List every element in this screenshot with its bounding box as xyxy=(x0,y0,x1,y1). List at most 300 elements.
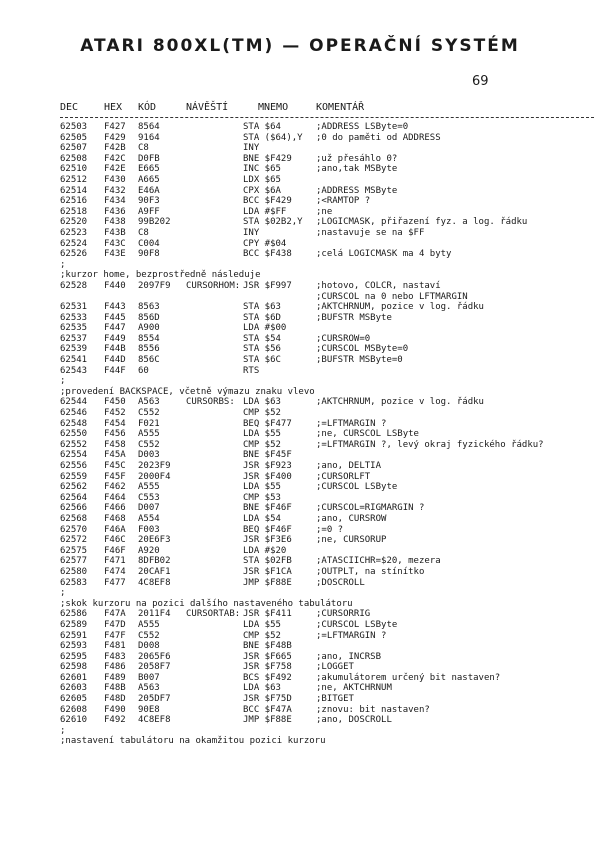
address-dec: 62546 xyxy=(60,408,88,419)
opcode: A555 xyxy=(138,482,160,493)
address-hex: F47F xyxy=(104,630,126,641)
code-line xyxy=(60,493,600,504)
mnemonic: LDA #$00 xyxy=(243,323,287,334)
address-hex: F443 xyxy=(104,302,126,313)
opcode: D008 xyxy=(138,641,160,652)
comment: ;=LFTMARGIN ? xyxy=(316,630,387,641)
address-dec: 62570 xyxy=(60,524,88,535)
mnemonic: JSR $F75D xyxy=(243,694,292,705)
mnemonic: BCC $F429 xyxy=(243,196,292,207)
address-dec: 62575 xyxy=(60,545,88,556)
address-dec: 62518 xyxy=(60,206,88,217)
comment: ;CURSCOL LSByte xyxy=(316,619,398,630)
address-dec: 62556 xyxy=(60,461,88,471)
mnemonic: STA $54 xyxy=(243,333,281,344)
comment: ;ano, DELTIA xyxy=(316,461,382,471)
address-dec: 62552 xyxy=(60,439,88,450)
address-dec: 62586 xyxy=(60,609,88,620)
address-hex: F430 xyxy=(104,174,126,185)
address-hex: F483 xyxy=(104,651,126,662)
code-line xyxy=(60,408,600,419)
address-hex: F45C xyxy=(104,461,126,471)
code-line xyxy=(60,631,600,642)
mnemonic: BNE $F429 xyxy=(243,153,292,164)
mnemonic: LDA #$FF xyxy=(243,206,287,217)
mnemonic: CMP $53 xyxy=(243,492,281,503)
opcode: A665 xyxy=(138,174,160,185)
address-hex: F43C xyxy=(104,238,126,249)
address-hex: F458 xyxy=(104,439,126,450)
mnemonic: LDA $54 xyxy=(243,513,281,524)
address-dec: 62541 xyxy=(60,355,88,366)
mnemonic: INY xyxy=(243,227,260,238)
address-hex: F47D xyxy=(104,619,126,630)
opcode: A563 xyxy=(138,397,160,408)
address-hex: F46C xyxy=(104,535,126,546)
comment-text: ;skok kurzoru na pozici dalšího nastaveného tabulátoru xyxy=(60,598,353,609)
address-dec: 62583 xyxy=(60,577,88,588)
address-dec: 62593 xyxy=(60,641,88,652)
address-hex: F477 xyxy=(104,577,126,588)
mnemonic: INY xyxy=(243,143,260,154)
address-dec: 62539 xyxy=(60,344,88,355)
address-hex: F44F xyxy=(104,365,126,376)
header-divider xyxy=(60,117,594,118)
page-title: ATARI 800XL(TM) — OPERAČNÍ SYSTÉM xyxy=(80,36,520,56)
comment-line xyxy=(60,270,600,281)
label: CURSORTAB: xyxy=(186,609,241,620)
comment: ;ano, CURSROW xyxy=(316,513,387,524)
code-line xyxy=(60,567,600,578)
opcode: 8563 xyxy=(138,302,160,313)
opcode: 8564 xyxy=(138,122,160,132)
code-line xyxy=(60,683,600,694)
address-dec: 62531 xyxy=(60,302,88,313)
opcode: C553 xyxy=(138,492,160,503)
opcode: E46A xyxy=(138,185,160,196)
comment: ;BUFSTR MSByte=0 xyxy=(316,355,403,366)
opcode: D007 xyxy=(138,503,160,514)
address-hex: F436 xyxy=(104,206,126,217)
code-line xyxy=(60,461,600,472)
header-dec: DEC xyxy=(60,102,79,113)
code-line xyxy=(60,609,600,620)
opcode: A555 xyxy=(138,619,160,630)
address-dec: 62535 xyxy=(60,323,88,334)
mnemonic: RTS xyxy=(243,365,260,376)
opcode: 2097F9 xyxy=(138,280,171,291)
code-line xyxy=(60,239,600,250)
address-dec: 62554 xyxy=(60,450,88,461)
mnemonic: STA $02B2,Y xyxy=(243,217,303,228)
code-line xyxy=(60,302,600,313)
opcode: 4C8EF8 xyxy=(138,577,171,588)
mnemonic: JMP $F88E xyxy=(243,577,292,588)
code-line xyxy=(60,207,600,218)
code-line xyxy=(60,281,600,292)
code-line xyxy=(60,228,600,239)
comment: ;nastavuje se na $FF xyxy=(316,227,425,238)
address-hex: F46F xyxy=(104,545,126,556)
comment: ;CURSCOL MSByte=0 xyxy=(316,344,409,355)
mnemonic: LDA $55 xyxy=(243,482,281,493)
comment: ;ATASCIICHR=$20, mezera xyxy=(316,556,441,567)
code-line xyxy=(60,472,600,483)
comment: ;ADDRESS LSByte=0 xyxy=(316,122,409,132)
code-line xyxy=(60,355,600,366)
address-hex: F45F xyxy=(104,471,126,482)
address-dec: 62516 xyxy=(60,196,88,207)
address-dec: 62591 xyxy=(60,630,88,641)
address-dec: 62564 xyxy=(60,492,88,503)
code-line xyxy=(60,440,600,451)
code-line xyxy=(60,323,600,334)
opcode: A554 xyxy=(138,513,160,524)
comment: ;ne, CURSORUP xyxy=(316,535,387,546)
opcode: A555 xyxy=(138,429,160,440)
opcode: 90E8 xyxy=(138,704,160,715)
comment: ;CURSROW=0 xyxy=(316,333,371,344)
code-listing xyxy=(60,122,600,747)
comment: ;hotovo, COLCR, nastaví xyxy=(316,280,441,291)
opcode: C8 xyxy=(138,227,149,238)
opcode: 20CAF1 xyxy=(138,566,171,577)
comment-line xyxy=(60,588,600,599)
header-kod: KÓD xyxy=(138,102,157,113)
address-hex: F464 xyxy=(104,492,126,503)
code-line xyxy=(60,143,600,154)
mnemonic: CPX $6A xyxy=(243,185,281,196)
mnemonic: BEQ $F477 xyxy=(243,418,292,429)
address-dec: 62512 xyxy=(60,174,88,185)
mnemonic: JSR $F3E6 xyxy=(243,535,292,546)
code-line xyxy=(60,397,600,408)
address-hex: F44D xyxy=(104,355,126,366)
comment: ;ano,tak MSByte xyxy=(316,164,398,175)
address-dec: 62610 xyxy=(60,715,88,726)
code-line xyxy=(60,122,600,133)
address-dec: 62605 xyxy=(60,694,88,705)
opcode: 60 xyxy=(138,365,149,376)
code-line xyxy=(60,620,600,631)
opcode: 856D xyxy=(138,312,160,323)
mnemonic: STA ($64),Y xyxy=(243,132,303,143)
mnemonic: LDA $55 xyxy=(243,619,281,630)
code-line xyxy=(60,133,600,144)
code-line xyxy=(60,673,600,684)
address-dec: 62510 xyxy=(60,164,88,175)
comment: ;už přesáhlo 0? xyxy=(316,153,398,164)
code-line xyxy=(60,715,600,726)
header-mnemo: MNEMO xyxy=(258,102,289,113)
mnemonic: STA $56 xyxy=(243,344,281,355)
address-dec: 62589 xyxy=(60,619,88,630)
address-hex: F432 xyxy=(104,185,126,196)
address-hex: F42C xyxy=(104,153,126,164)
opcode: 99B202 xyxy=(138,217,171,228)
address-hex: F44B xyxy=(104,344,126,355)
opcode: 2000F4 xyxy=(138,471,171,482)
header-comment: KOMENTÁŘ xyxy=(316,102,365,113)
comment: ;ano, DOSCROLL xyxy=(316,715,392,726)
code-line xyxy=(60,578,600,589)
address-hex: F447 xyxy=(104,323,126,334)
mnemonic: BNE $F48B xyxy=(243,641,292,652)
address-hex: F452 xyxy=(104,408,126,419)
comment: ;OUTPLT, na stínítko xyxy=(316,566,425,577)
code-line xyxy=(60,344,600,355)
address-hex: F48B xyxy=(104,683,126,694)
address-hex: F471 xyxy=(104,556,126,567)
code-line xyxy=(60,313,600,324)
comment: ;<RAMTOP ? xyxy=(316,196,371,207)
opcode: 90F3 xyxy=(138,196,160,207)
mnemonic: BCC $F438 xyxy=(243,249,292,260)
address-dec: 62505 xyxy=(60,132,88,143)
mnemonic: BNE $F45F xyxy=(243,450,292,461)
code-line xyxy=(60,175,600,186)
address-hex: F489 xyxy=(104,672,126,683)
opcode: 8556 xyxy=(138,344,160,355)
mnemonic: JMP $F88E xyxy=(243,715,292,726)
address-hex: F474 xyxy=(104,566,126,577)
opcode: C552 xyxy=(138,439,160,450)
address-dec: 62608 xyxy=(60,704,88,715)
comment: ;ADDRESS MSByte xyxy=(316,185,398,196)
mnemonic: STA $6D xyxy=(243,312,281,323)
code-line xyxy=(60,535,600,546)
comment-line xyxy=(60,736,600,747)
address-hex: F466 xyxy=(104,503,126,514)
opcode: C552 xyxy=(138,408,160,419)
address-hex: F445 xyxy=(104,312,126,323)
opcode: 205DF7 xyxy=(138,694,171,705)
comment: ;akumulátorem určený bit nastaven? xyxy=(316,672,501,683)
address-hex: F48D xyxy=(104,694,126,705)
mnemonic: JSR $F1CA xyxy=(243,566,292,577)
opcode: C552 xyxy=(138,630,160,641)
code-line xyxy=(60,514,600,525)
page-number: 69 xyxy=(472,74,489,89)
header-hex: HEX xyxy=(104,102,123,113)
code-line xyxy=(60,450,600,461)
comment-text: ;kurzor home, bezprostředně následuje xyxy=(60,270,261,281)
address-dec: 62603 xyxy=(60,683,88,694)
mnemonic: STA $6C xyxy=(243,355,281,366)
code-line xyxy=(60,164,600,175)
comment-line xyxy=(60,260,600,271)
comment: ;DOSCROLL xyxy=(316,577,365,588)
code-line xyxy=(60,154,600,165)
address-dec: 62528 xyxy=(60,280,88,291)
mnemonic: STA $02FB xyxy=(243,556,292,567)
comment-line xyxy=(60,387,600,398)
opcode: A9FF xyxy=(138,206,160,217)
opcode: 9164 xyxy=(138,132,160,143)
opcode: C8 xyxy=(138,143,149,154)
mnemonic: LDA #$20 xyxy=(243,545,287,556)
comment-text: ; xyxy=(60,376,66,387)
address-dec: 62595 xyxy=(60,651,88,662)
address-dec: 62524 xyxy=(60,238,88,249)
address-hex: F492 xyxy=(104,715,126,726)
mnemonic: BCS $F492 xyxy=(243,672,292,683)
mnemonic: JSR $F997 xyxy=(243,280,292,291)
mnemonic: INC $65 xyxy=(243,164,281,175)
opcode: 856C xyxy=(138,355,160,366)
comment: ;0 do paměti od ADDRESS xyxy=(316,132,441,143)
address-dec: 62514 xyxy=(60,185,88,196)
comment-text: ; xyxy=(60,725,66,736)
comment: ;CURSCOL LSByte xyxy=(316,482,398,493)
mnemonic: JSR $F758 xyxy=(243,662,292,673)
address-hex: F429 xyxy=(104,132,126,143)
code-line xyxy=(60,366,600,377)
address-dec: 62533 xyxy=(60,312,88,323)
address-dec: 62550 xyxy=(60,429,88,440)
address-hex: F42B xyxy=(104,143,126,154)
address-dec: 62537 xyxy=(60,333,88,344)
address-hex: F47A xyxy=(104,609,126,620)
address-hex: F450 xyxy=(104,397,126,408)
address-hex: F490 xyxy=(104,704,126,715)
opcode: F021 xyxy=(138,418,160,429)
mnemonic: LDA $55 xyxy=(243,429,281,440)
address-dec: 62566 xyxy=(60,503,88,514)
comment-line xyxy=(60,376,600,387)
comment-text: ;nastavení tabulátoru na okamžitou pozici kurzoru xyxy=(60,736,326,747)
address-dec: 62598 xyxy=(60,662,88,673)
mnemonic: CMP $52 xyxy=(243,439,281,450)
mnemonic: BNE $F46F xyxy=(243,503,292,514)
mnemonic: JSR $F665 xyxy=(243,651,292,662)
address-dec: 62544 xyxy=(60,397,88,408)
comment: ;LOGGET xyxy=(316,662,354,673)
code-line xyxy=(60,196,600,207)
comment: ;ne, AKTCHRNUM xyxy=(316,683,392,694)
address-dec: 62548 xyxy=(60,418,88,429)
code-line xyxy=(60,292,600,303)
comment-line xyxy=(60,726,600,737)
comment-line xyxy=(60,599,600,610)
opcode: D003 xyxy=(138,450,160,461)
code-line xyxy=(60,525,600,536)
comment: ;CURSCOL=RIGMARGIN ? xyxy=(316,503,425,514)
opcode: 8554 xyxy=(138,333,160,344)
mnemonic: CPY #$04 xyxy=(243,238,287,249)
mnemonic: BCC $F47A xyxy=(243,704,292,715)
comment: ;ne, CURSCOL LSByte xyxy=(316,429,419,440)
opcode: 4C8EF8 xyxy=(138,715,171,726)
address-hex: F462 xyxy=(104,482,126,493)
code-line xyxy=(60,546,600,557)
mnemonic: JSR $F923 xyxy=(243,461,292,471)
address-hex: F427 xyxy=(104,122,126,132)
comment: ;=LFTMARGIN ?, levý okraj fyzického řádku? xyxy=(316,439,544,450)
mnemonic: CMP $52 xyxy=(243,408,281,419)
code-line xyxy=(60,217,600,228)
address-hex: F45A xyxy=(104,450,126,461)
comment-text: ;provedení BACKSPACE, včetně výmazu znaku vlevo xyxy=(60,386,315,397)
comment: ;ne xyxy=(316,206,333,217)
code-line xyxy=(60,186,600,197)
opcode: A900 xyxy=(138,323,160,334)
comment: ;BITGET xyxy=(316,694,354,705)
code-line xyxy=(60,419,600,430)
opcode: A920 xyxy=(138,545,160,556)
comment: ;=0 ? xyxy=(316,524,344,535)
address-hex: F456 xyxy=(104,429,126,440)
mnemonic: LDX $65 xyxy=(243,174,281,185)
address-dec: 62543 xyxy=(60,365,88,376)
code-line xyxy=(60,334,600,345)
label: CURSORHOM: xyxy=(186,280,241,291)
address-hex: F43E xyxy=(104,249,126,260)
opcode: 20E6F3 xyxy=(138,535,171,546)
comment: ;AKTCHRNUM, pozice v log. řádku xyxy=(316,302,484,313)
address-dec: 62520 xyxy=(60,217,88,228)
comment: ;BUFSTR MSByte xyxy=(316,312,392,323)
opcode: 2065F6 xyxy=(138,651,171,662)
address-dec: 62508 xyxy=(60,153,88,164)
code-line xyxy=(60,482,600,493)
code-line xyxy=(60,705,600,716)
code-line xyxy=(60,556,600,567)
address-dec: 62568 xyxy=(60,513,88,524)
mnemonic: JSR $F400 xyxy=(243,471,292,482)
address-dec: 62601 xyxy=(60,672,88,683)
comment: ;LOGICMASK, přiřazení fyz. a log. řádku xyxy=(316,217,528,228)
mnemonic: LDA $63 xyxy=(243,397,281,408)
comment: ;ano, INCRSB xyxy=(316,651,382,662)
code-line xyxy=(60,429,600,440)
address-hex: F440 xyxy=(104,280,126,291)
opcode: B007 xyxy=(138,672,160,683)
code-line xyxy=(60,662,600,673)
address-hex: F438 xyxy=(104,217,126,228)
header-label: NÁVĚŠTÍ xyxy=(186,102,229,113)
comment: ;znovu: bit nastaven? xyxy=(316,704,430,715)
address-dec: 62559 xyxy=(60,471,88,482)
opcode: 90F8 xyxy=(138,249,160,260)
address-hex: F46A xyxy=(104,524,126,535)
address-hex: F449 xyxy=(104,333,126,344)
comment-text: ; xyxy=(60,259,66,270)
comment: ;AKTCHRNUM, pozice v log. řádku xyxy=(316,397,484,408)
code-line xyxy=(60,249,600,260)
comment: ;CURSORLFT xyxy=(316,471,371,482)
address-dec: 62572 xyxy=(60,535,88,546)
address-dec: 62577 xyxy=(60,556,88,567)
column-header xyxy=(60,102,580,116)
mnemonic: STA $64 xyxy=(243,122,281,132)
opcode: A563 xyxy=(138,683,160,694)
opcode: 2023F9 xyxy=(138,461,171,471)
opcode: 2058F7 xyxy=(138,662,171,673)
address-dec: 62507 xyxy=(60,143,88,154)
opcode: D0FB xyxy=(138,153,160,164)
mnemonic: CMP $52 xyxy=(243,630,281,641)
mnemonic: JSR $F411 xyxy=(243,609,292,620)
address-hex: F486 xyxy=(104,662,126,673)
comment: ;CURSCOL na 0 nebo LFTMARGIN xyxy=(316,291,468,302)
address-hex: F434 xyxy=(104,196,126,207)
opcode: 2011F4 xyxy=(138,609,171,620)
opcode: C004 xyxy=(138,238,160,249)
address-hex: F468 xyxy=(104,513,126,524)
address-hex: F454 xyxy=(104,418,126,429)
label: CURSORBS: xyxy=(186,397,235,408)
